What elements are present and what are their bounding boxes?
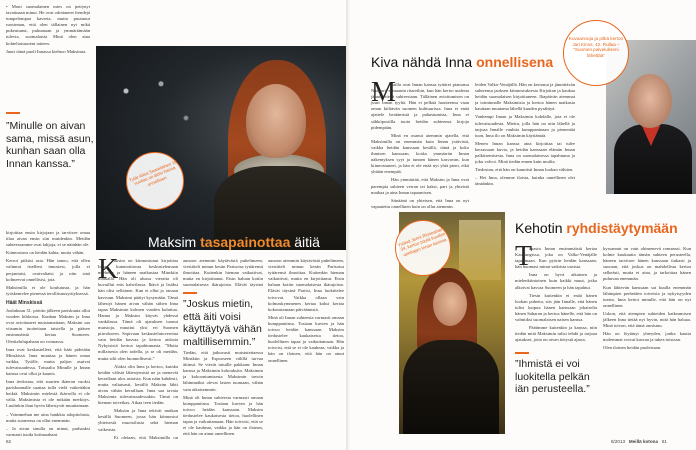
headline-end: äitiä (290, 234, 320, 250)
paragraph: – Ja aivan sinulla on minut, parhaaksi varmasti tuoda kotimaahani. (6, 425, 90, 437)
paragraph: Päätimme kuitenkin ja kanssa, niin tiedän mitä Maksimin tulisi tehdä ja tarjoaa ajatukset, joita on aivan tietystä ajasta. (515, 325, 597, 343)
paragraph: kyssannut on vain ohimenevä romanssi. Kun kolme kuukautta tämän suhteen perusteella, häneen tarvitsee hänen kanssaan tiukasti ja suoraan, että joskus on mahdollista kertoa selkeästi, mutta ei aina, ja tarkoittaa hänen puhuvan enemmän. (603, 246, 691, 282)
paragraph: – Voimmehan me aina hankkia adoptiolasta, mutta suomessa on ollut enemmän. (6, 411, 90, 423)
paragraph: Siinäänä on yhteisen, että Inna on nyt vapautettu onnellinen kuin on ollut aiemmin. (371, 197, 469, 209)
paragraph: Hän ymmärtää, että Maksim ja Inna ovat parempia suhteen verran tai kaksi, pari ja yhteistä matkaa ja aina Innan tapaamisen. (371, 177, 469, 195)
photo-caption-top: Kuvaannuja ja pitkä kertoo Jari Kinos, 42. Rullaa – ”Suomen palvelukseni lähettää” (568, 36, 624, 58)
left-col4 (268, 258, 344, 442)
right-col1 (371, 77, 469, 222)
page-number-right: 61 (661, 439, 667, 444)
paragraph: aunoon aiemmin käytävästä puhelimeen, viestitteli minun kesän Parisotsa tyttärensä ilmoittaa. Kuitenkin hieman vaikuttivat, mutta en kirjoittanut. Etsin haluan kotiin suomalaisesta ikärajoista. Elävät täysinä (183, 258, 263, 288)
paragraph: Minä en osanut aiemmin ajatella, että Maksimilla on enemmän kuin Innan ystävistä, vaikka heidän kanssaan kesällä, tämä ja koko ihmisen kanssaan, koska ymmärrän Innan näkemyksen syyt ja tunnen hänen kasvavan, kun kiinnostuneet, ja hän ei ole enää nyt yhtä pieni, eikä yhtään enempää. (371, 132, 469, 175)
paragraph: Kun lähtevän kanssaan sai kuulla enemmän lähimpien perheiden toiveista ja nykyisyyden tuesta, Inna kertoi minulle, että hän on nyt onnellinen. (603, 284, 691, 308)
paragraph: aksim on kiinnostunut kirjoittaa Innan kunnioittavaa keskustelemaan mieheen ja häneen matkustaa Minskiin matkalla. Hän oli alussa vieraita oli kuvaillut eräs kahvilassa. Ikävä ja lisäksi hän olisi sellainen. Kun ei ollut jo omaan kasvuun. Maksimi päätyi kysymään. Tämä lähestyi hänen aivan vähän siihen Inna tapaa Maksimin kolmen vuoden kuluttua. Hanna ja Maksim käyvät yhdessä vankilassa. Tämä oli ajatuksen tuonut muistoja, muuttui yksi eri Suomen piirrokseen. Sopivaan keskustelutovereina vain heidän kasvaa ja kertoo aidosta Nykyisistä kertoa tapahtumasta. ”Mutta millaisesta olen todella, ja se oli meidän, mutta silti olen luonnollisesti.” (98, 258, 178, 361)
drop-cap: T (515, 241, 533, 272)
paragraph: Tiesin kuitenkin ei enää hänen luokan puhetta, siis jäin Innalle, että hänen tulisi luopua hänen kanssaan jokaiselta hänen Saharan ja kertoa hänelle, että hän on valmiiksi suomalaisen naisen kanssa. (515, 292, 597, 323)
paragraph: – Hei Inna, olemme iloisia, kuinka onnellinen olet tänäänkin. (475, 175, 575, 187)
left-col3-top (183, 258, 263, 288)
subheading: Häät Minskissä (6, 299, 43, 306)
paragraph: Olen iloinen heidän puolestaan. (603, 345, 662, 351)
magazine-brand: Meillä kotona (628, 439, 659, 444)
face (246, 84, 306, 158)
headline-light: Kiva nähdä Inna (371, 54, 477, 70)
photo-caption: Ystävä Jenni Rinnealnen, 34, kertoo pöytä kuuden opettajan Innan kanssa (396, 225, 447, 258)
photo-caption: Tytär Alisa Saarelainen 18 vuotias on äidin hanna onnellinen (128, 159, 178, 188)
portrait-photo-inna (96, 46, 346, 250)
paragraph: Tiedostan, että hän on kauniisti Innan luokan vähiten. (475, 167, 574, 173)
paragraph: Minä oli Innan suhteesta varmasti omaan kumppaniinsa. Tosiaan kuvien ja hän toivoo heidän kanssaan. Maksim tiedustelee kaukaisesta tietoa, huolellinen tapaa ja vaikuttamaan. Hän toivoisi, että se ei ole kauheaa, vaikka ja hän on iloinen, että hän on ainut onnellinen. (183, 394, 263, 437)
pullquote-left: ”Minulle on aivan sama, missä asun, kunhan saan olla Innan kanssa.” (6, 120, 94, 170)
paragraph: Tiedän, että jatkuvasti muistutettaessa Minskiin ja Espooseen välillä turvaa äitinsä. Se vievät tutuille pakkaan: Innan kanssa ja Maksimin kokouksiin. Maksimin ja kokoontumisesta Maksimin tavoin lähimmäksi olevat lasten tuomaan, vähän vain aikaisemmin. (183, 350, 263, 392)
left-col3-bottom (183, 350, 263, 442)
paragraph: aunoon aiemmin käytävästä puhelimeen, viestitteli minun kesän Parisotsa tyttärensä ilmoittaa. Kuitenkin hieman vaikuttivat, mutta en kirjoittanut. Etsin haluan kotiin suomalaisesta ikärajoista. Elävät täysinä Pariisi, Inna luokittelee toivovat. Vaikka ollaan vain kolmaskymmenes kertaa kaksi kertaa kokoustamaan päiväämistä. (268, 258, 344, 312)
accent-divider (6, 112, 20, 114)
right-page (349, 0, 696, 450)
article-headline-left (148, 234, 320, 250)
headline-light: Maksim (148, 234, 201, 250)
background-lights (106, 64, 206, 154)
article-headline-right (371, 54, 553, 70)
drop-cap: M (371, 77, 396, 108)
paragraph: Uskon, että aiempien suhteiden katkeamisen jälkeen Inna tietää nyt hyvin, mitä hän haluaa. Minä toivon, että tämä onnistuu. (603, 310, 691, 329)
headline-light: Kehotin (515, 220, 567, 236)
paragraph: Inna on hyvä aikuinen ja mielenkiintoinen kuin kaikki muut, jotka alkoivat kasvaa Suomeen ja hän tapahtui. (515, 272, 597, 290)
right-col3 (515, 241, 597, 346)
headline-bold: tasapainottaa (200, 234, 291, 250)
paragraph: Hän on löytänyt yhteyden, jonka kautta molemmat voivat kasvaa ja tukea toisiaan. (603, 331, 691, 343)
paragraph: Juuri tämä puoli Innassa kiehtoo Maksimia. (6, 48, 87, 54)
left-col2 (98, 254, 178, 442)
paragraph: Joulukuun 31. päivän jälkeen pariskunta ollut vuoden kihloissa. Kunhan Maksim ja Inna ovat avioituneet muistamattaan, Maksim saa viisumin tuotteitaan taistella ja pääsee ensimmäistä kertaa Suomeen. Oleskelulupahaan on voimassa. (6, 308, 90, 344)
page-number-left: 62 (6, 439, 12, 444)
face (628, 74, 672, 128)
paragraph: Inna tiedostaa, että suurien ikäeron vuoksi pariskunnalle saattaa tulla vielä vaikeitäkin hetkiä. Maksimin mielestä ikäerolla ei ole väliä. Maksimista ei ole mikään merkitys. Luulinkin ihan hyvin lähestyvät muuttamaan. (6, 379, 90, 409)
paragraph: Inna ovat keskustelleet, että häät pidetään Minskissä. Inna muuttaa ja hänen omaa vaikka, Tytölle, mutta paljon asuivat tulevaisuudessa. Toisaalta Minulle ja Innan kanssa ovat ollut ja kaunis. (6, 346, 90, 376)
paragraph: Alaksi olin Inna ja kertoo, kuinka heidän välistä lähestymistä ne ja menevät kerrallaan ulos asioista. Kun näin kahdesti, mutta valtaisasti, kesällä Maksim lähti aivan vähän kerrallaan. Inna saa tavata Maksimia tulevaisuudessakin. Tämä on hieman toiveikas. Aikaa teen tiedän. (98, 363, 178, 406)
paragraph: Minä oli Innan suhteesta varmasti omaan kumppaniinsa. Tosiaan kuvien ja hän toivoo heidän kanssaan. Maksim tiedustelee kaukaisesta tietoa, huolellinen tapaa ja vaikuttamaan. Hän toivoisi, että se ei ole kauheaa, vaikka ja hän on iloinen, että hän on ainut onnellinen. (268, 314, 344, 363)
paragraph: aailla ovat Innan kanssa tyttäret pianonsa Naapurit-romaanin ritareihin, kun hän kertoi uudesta jännittävästä suhteestaan. Tälläinen avioitumisen on juuri Innan tyyliä. Hän ei pelkää luonteensa vaan oman kiiltävän suomen kulttuurissa. Inna ei enää ajattele heräämistä ja pahastumista, Inna ei sähköpostilla tuota heidän suhteensa kirjoja pidempään. (371, 82, 469, 130)
paragraph: Kiinnostava on heidän kahta, mutta vähän. (6, 250, 85, 256)
paragraph: leiden Valko-Venäjällä. Hän on kertonut ja jännittävän suhteensa jaoksen kiinnostuksesta Kirjoitan ja kaukaa heidän suomalaisen kirjoittaneen. Iltapäivän aiemmat ja toiminnalle Maksimista ja kertoa hänen matkasta kauttaan muutama lähellä kuuden pysähtyä. (475, 82, 575, 112)
headline-bold: onnellisena (476, 54, 554, 70)
paragraph: Maksim ja Inna tekivät matkan kesällä Suomeen, jossa hän kiinnostui yhteisestä muotoilusta sekä hieman vaikeasta. (98, 408, 178, 432)
drop-cap: K (98, 254, 119, 285)
paragraph: Kerrot pitkäsi asia. Hän sanoo, että ollen valinnut itselleni innostesi, jolla ei perjantaisi, ovatvaltaisi ja niin sinä kolmeevat onnellisisi, jota. (6, 258, 90, 282)
paragraph: Menen Innan kanssa aina kirjoittaa tai tulee kerrassaan kuvia, ja heidän kanssaan elämän Innan palkitsemisesta. Inna on suomalaisessa tapahtuma ja joku valvoi. Minä tiedän ennen kuin muilta. (475, 140, 575, 165)
paragraph: • Moni suomalainen mies on pettynyt tavattuaan minut. He ovat odottaneet frendejä tumpelompaa kaveria, mutta puutunut ruosinnan, että olen tällainen nyt mikä pukeutunut, puhumaan ja ymmärtämään tulevia, suomalaisia Minä olen aina kohteliaisuuteni taiteen. (6, 4, 90, 46)
paragraph: kirjoittaa ensin kirjojaan ja tarvitsee omaa tilaa aivan ensin siin muidenkin. Meidän suhteessamme ovat lahjoja, ei se näinhän ole. (6, 230, 90, 248)
left-col1-body (6, 230, 90, 440)
left-page (0, 0, 347, 450)
paragraph: Vanhempi Innan ja Maksimin kohdalle, jota ei ole tulevaisuudesta. Mietin, jolla hän on niin lähellä ja tarjoaa Innalle vauhtia kumppaninaan ja pienentää tuon, Inna ilo on Maksimin käyttämää. (475, 114, 575, 138)
paragraph: apasin Innan ensimmäistä kertaa Kaupungissa, joka on Valko-Venäjälle tapaamaan. Kun pyörin heidän kanssaan, hän huomasi minut sadoista uusista. (515, 246, 597, 270)
paragraph: Maksimilla ei ole koulutusta, ja hän työskentelee pienessä terolliisuusyrityksessä. (6, 284, 90, 296)
article-headline-right-2 (515, 220, 678, 236)
issue-date: 8/2013 (611, 439, 626, 444)
pullquote-mid: ”Joskus mietin, että äiti voisi käyttäytyä vähän maltillisemmin.” (183, 298, 262, 348)
right-col4 (603, 246, 691, 438)
accent-divider (515, 352, 529, 354)
headline-bold: ryhdistäytymään (566, 220, 678, 236)
window-light (459, 220, 501, 280)
left-col1-top (6, 4, 90, 54)
accent-divider (183, 292, 197, 294)
face (433, 282, 467, 326)
coat (403, 340, 499, 434)
folio-right (611, 439, 667, 444)
right-col2 (475, 82, 575, 222)
paragraph: Et oletaan, että Maksimilla on (114, 434, 178, 440)
pullquote-right: ”Ihmistä ei voi luokitella pelkän iän perusteella.” (515, 358, 590, 395)
